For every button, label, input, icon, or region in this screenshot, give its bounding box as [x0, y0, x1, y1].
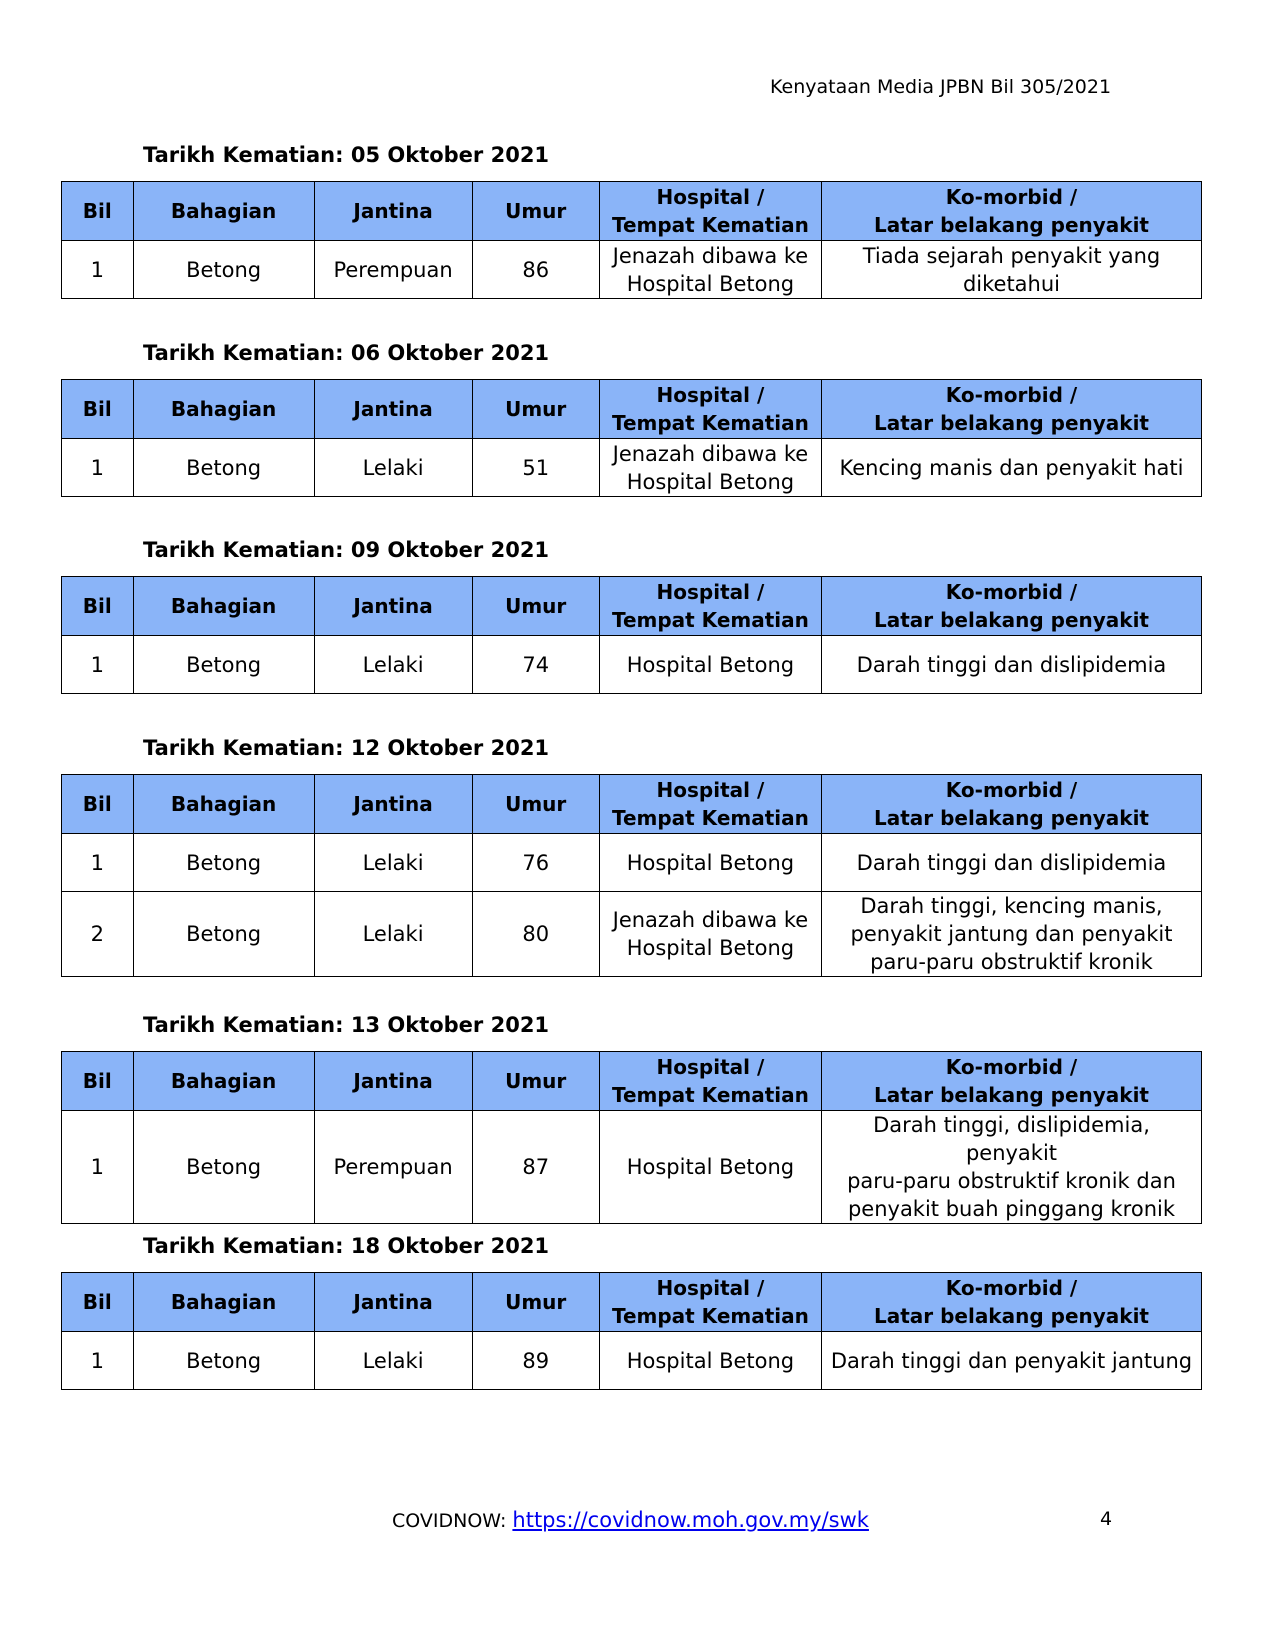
header-hospital-line: Tempat Kematian — [611, 608, 809, 632]
cell-umur: 51 — [472, 439, 599, 497]
header-bil — [62, 577, 134, 636]
header-umur — [472, 1273, 599, 1332]
header-komorbid-line: Ko-morbid / — [945, 383, 1078, 407]
header-hospital — [599, 1273, 821, 1332]
header-komorbid-line: Latar belakang penyakit — [873, 806, 1149, 830]
cell-komorbid-line: paru-paru obstruktif kronik dan — [847, 1169, 1176, 1193]
header-hospital-line: Tempat Kematian — [611, 1083, 809, 1107]
cell-bahagian: Betong — [133, 892, 314, 977]
header-bil — [62, 1052, 134, 1111]
header-jantina-line: Jantina — [353, 1290, 433, 1314]
header-bahagian-line: Bahagian — [170, 1290, 277, 1314]
table-row — [62, 1111, 1202, 1224]
cell-komorbid-line: Darah tinggi dan dislipidemia — [856, 652, 1167, 677]
cell-komorbid — [821, 439, 1201, 497]
cell-bil: 1 — [62, 1332, 134, 1390]
footer-label: COVIDNOW: — [392, 1510, 513, 1532]
death-table — [61, 379, 1202, 497]
header-bahagian — [133, 1273, 314, 1332]
table-row — [62, 241, 1202, 299]
header-bil-line: Bil — [82, 792, 112, 816]
table-row — [62, 636, 1202, 694]
header-jantina — [314, 775, 472, 834]
header-bahagian — [133, 577, 314, 636]
header-hospital — [599, 182, 821, 241]
header-bahagian — [133, 182, 314, 241]
cell-hospital-line: Hospital Betong — [626, 936, 795, 960]
cell-hospital — [599, 636, 821, 694]
cell-bil: 2 — [62, 892, 134, 977]
cell-hospital-line: Hospital Betong — [626, 850, 795, 875]
header-jantina — [314, 380, 472, 439]
cell-hospital — [599, 241, 821, 299]
cell-jantina: Lelaki — [314, 892, 472, 977]
header-bahagian-line: Bahagian — [170, 397, 277, 421]
cell-komorbid — [821, 1111, 1201, 1224]
header-umur — [472, 775, 599, 834]
cell-jantina: Lelaki — [314, 834, 472, 892]
header-hospital — [599, 577, 821, 636]
cell-hospital — [599, 834, 821, 892]
header-jantina-line: Jantina — [353, 792, 433, 816]
cell-bil: 1 — [62, 636, 134, 694]
header-umur — [472, 577, 599, 636]
table-row — [62, 892, 1202, 977]
death-table — [61, 1272, 1202, 1390]
cell-hospital-line: Jenazah dibawa ke — [612, 243, 809, 268]
cell-bil: 1 — [62, 241, 134, 299]
cell-bahagian: Betong — [133, 1332, 314, 1390]
cell-bahagian: Betong — [133, 439, 314, 497]
cell-umur: 76 — [472, 834, 599, 892]
header-hospital-line: Tempat Kematian — [611, 213, 809, 237]
header-bil — [62, 775, 134, 834]
cell-komorbid — [821, 1332, 1201, 1390]
death-table — [61, 576, 1202, 694]
table-header-row — [62, 775, 1202, 834]
section-title: Tarikh Kematian: 09 Oktober 2021 — [143, 538, 550, 562]
cell-jantina: Perempuan — [314, 241, 472, 299]
header-umur-line: Umur — [505, 397, 567, 421]
cell-hospital — [599, 1111, 821, 1224]
cell-umur: 87 — [472, 1111, 599, 1224]
cell-komorbid-line: penyakit jantung dan penyakit — [850, 922, 1173, 946]
header-komorbid-line: Ko-morbid / — [945, 1055, 1078, 1079]
header-komorbid-line: Ko-morbid / — [945, 185, 1078, 209]
header-bil-line: Bil — [82, 1290, 112, 1314]
cell-komorbid — [821, 241, 1201, 299]
table-header-row — [62, 1052, 1202, 1111]
cell-komorbid — [821, 892, 1201, 977]
header-bil-line: Bil — [82, 199, 112, 223]
table-header-row — [62, 577, 1202, 636]
header-komorbid — [821, 1052, 1201, 1111]
table-row — [62, 439, 1202, 497]
cell-komorbid-line: Darah tinggi, dislipidemia, penyakit — [873, 1113, 1150, 1165]
header-umur-line: Umur — [505, 1290, 567, 1314]
header-hospital-line: Hospital / — [656, 383, 765, 407]
header-komorbid — [821, 380, 1201, 439]
header-umur — [472, 182, 599, 241]
cell-hospital-line: Hospital Betong — [626, 271, 795, 296]
cell-hospital — [599, 1332, 821, 1390]
cell-komorbid-line: Darah tinggi dan penyakit jantung — [830, 1348, 1193, 1373]
header-bil-line: Bil — [82, 594, 112, 618]
death-table — [61, 181, 1202, 299]
header-hospital-line: Hospital / — [656, 580, 765, 604]
cell-hospital-line: Hospital Betong — [626, 1348, 795, 1373]
header-komorbid — [821, 1273, 1201, 1332]
cell-komorbid-line: Darah tinggi, kencing manis, — [860, 894, 1163, 918]
header-komorbid-line: Ko-morbid / — [945, 778, 1078, 802]
cell-jantina: Perempuan — [314, 1111, 472, 1224]
covidnow-link[interactable]: https://covidnow.moh.gov.my/swk — [512, 1508, 869, 1532]
header-jantina — [314, 182, 472, 241]
header-jantina — [314, 1273, 472, 1332]
header-bil-line: Bil — [82, 1069, 112, 1093]
cell-bil: 1 — [62, 439, 134, 497]
header-jantina-line: Jantina — [353, 594, 433, 618]
document-reference: Kenyataan Media JPBN Bil 305/2021 — [770, 76, 1112, 98]
section-title: Tarikh Kematian: 06 Oktober 2021 — [143, 341, 550, 365]
cell-jantina: Lelaki — [314, 636, 472, 694]
header-umur-line: Umur — [505, 1069, 567, 1093]
header-jantina-line: Jantina — [353, 397, 433, 421]
section-title: Tarikh Kematian: 05 Oktober 2021 — [143, 143, 550, 167]
cell-komorbid-line: Darah tinggi dan dislipidemia — [856, 850, 1167, 875]
death-table — [61, 774, 1202, 977]
header-hospital-line: Tempat Kematian — [611, 411, 809, 435]
header-komorbid-line: Latar belakang penyakit — [873, 213, 1149, 237]
cell-hospital — [599, 892, 821, 977]
header-komorbid-line: Latar belakang penyakit — [873, 1304, 1149, 1328]
header-umur-line: Umur — [505, 199, 567, 223]
header-hospital — [599, 775, 821, 834]
header-komorbid — [821, 577, 1201, 636]
table-row — [62, 834, 1202, 892]
header-umur-line: Umur — [505, 594, 567, 618]
cell-komorbid-line: diketahui — [962, 271, 1061, 296]
header-hospital-line: Tempat Kematian — [611, 1304, 809, 1328]
cell-umur: 80 — [472, 892, 599, 977]
header-bil — [62, 1273, 134, 1332]
header-bahagian-line: Bahagian — [170, 1069, 277, 1093]
header-umur-line: Umur — [505, 792, 567, 816]
cell-jantina: Lelaki — [314, 439, 472, 497]
table-row — [62, 1332, 1202, 1390]
header-bahagian — [133, 775, 314, 834]
header-umur — [472, 380, 599, 439]
section-title: Tarikh Kematian: 13 Oktober 2021 — [143, 1013, 550, 1037]
cell-hospital-line: Hospital Betong — [626, 1155, 795, 1179]
header-komorbid-line: Ko-morbid / — [945, 580, 1078, 604]
cell-hospital-line: Jenazah dibawa ke — [612, 908, 809, 932]
header-hospital-line: Hospital / — [656, 1276, 765, 1300]
header-bil — [62, 182, 134, 241]
header-komorbid-line: Latar belakang penyakit — [873, 411, 1149, 435]
header-jantina-line: Jantina — [353, 199, 433, 223]
header-bahagian-line: Bahagian — [170, 199, 277, 223]
section-title: Tarikh Kematian: 18 Oktober 2021 — [143, 1234, 550, 1258]
cell-bil: 1 — [62, 834, 134, 892]
table-header-row — [62, 380, 1202, 439]
header-jantina — [314, 1052, 472, 1111]
cell-komorbid-line: Kencing manis dan penyakit hati — [839, 455, 1184, 480]
header-hospital — [599, 380, 821, 439]
header-bil — [62, 380, 134, 439]
cell-komorbid — [821, 834, 1201, 892]
header-umur — [472, 1052, 599, 1111]
header-bahagian-line: Bahagian — [170, 594, 277, 618]
header-komorbid — [821, 775, 1201, 834]
header-hospital-line: Hospital / — [656, 185, 765, 209]
header-hospital-line: Hospital / — [656, 778, 765, 802]
cell-hospital — [599, 439, 821, 497]
cell-bahagian: Betong — [133, 834, 314, 892]
cell-umur: 74 — [472, 636, 599, 694]
cell-hospital-line: Hospital Betong — [626, 469, 795, 494]
header-hospital — [599, 1052, 821, 1111]
header-komorbid — [821, 182, 1201, 241]
header-bahagian-line: Bahagian — [170, 792, 277, 816]
cell-bahagian: Betong — [133, 636, 314, 694]
header-bil-line: Bil — [82, 397, 112, 421]
page-number: 4 — [1100, 1508, 1113, 1530]
cell-bahagian: Betong — [133, 241, 314, 299]
cell-hospital-line: Hospital Betong — [626, 652, 795, 677]
section-title: Tarikh Kematian: 12 Oktober 2021 — [143, 736, 550, 760]
header-hospital-line: Tempat Kematian — [611, 806, 809, 830]
header-jantina — [314, 577, 472, 636]
cell-hospital-line: Jenazah dibawa ke — [612, 441, 809, 466]
header-jantina-line: Jantina — [353, 1069, 433, 1093]
header-komorbid-line: Ko-morbid / — [945, 1276, 1078, 1300]
header-bahagian — [133, 380, 314, 439]
death-table — [61, 1051, 1202, 1224]
cell-komorbid-line: paru-paru obstruktif kronik — [870, 950, 1153, 974]
header-komorbid-line: Latar belakang penyakit — [873, 608, 1149, 632]
cell-bil: 1 — [62, 1111, 134, 1224]
header-komorbid-line: Latar belakang penyakit — [873, 1083, 1149, 1107]
cell-komorbid-line: Tiada sejarah penyakit yang — [862, 243, 1161, 268]
cell-komorbid — [821, 636, 1201, 694]
table-header-row — [62, 1273, 1202, 1332]
cell-jantina: Lelaki — [314, 1332, 472, 1390]
header-bahagian — [133, 1052, 314, 1111]
cell-komorbid-line: penyakit buah pinggang kronik — [847, 1197, 1176, 1221]
table-header-row — [62, 182, 1202, 241]
header-hospital-line: Hospital / — [656, 1055, 765, 1079]
cell-bahagian: Betong — [133, 1111, 314, 1224]
cell-umur: 89 — [472, 1332, 599, 1390]
footer — [392, 1508, 869, 1532]
cell-umur: 86 — [472, 241, 599, 299]
